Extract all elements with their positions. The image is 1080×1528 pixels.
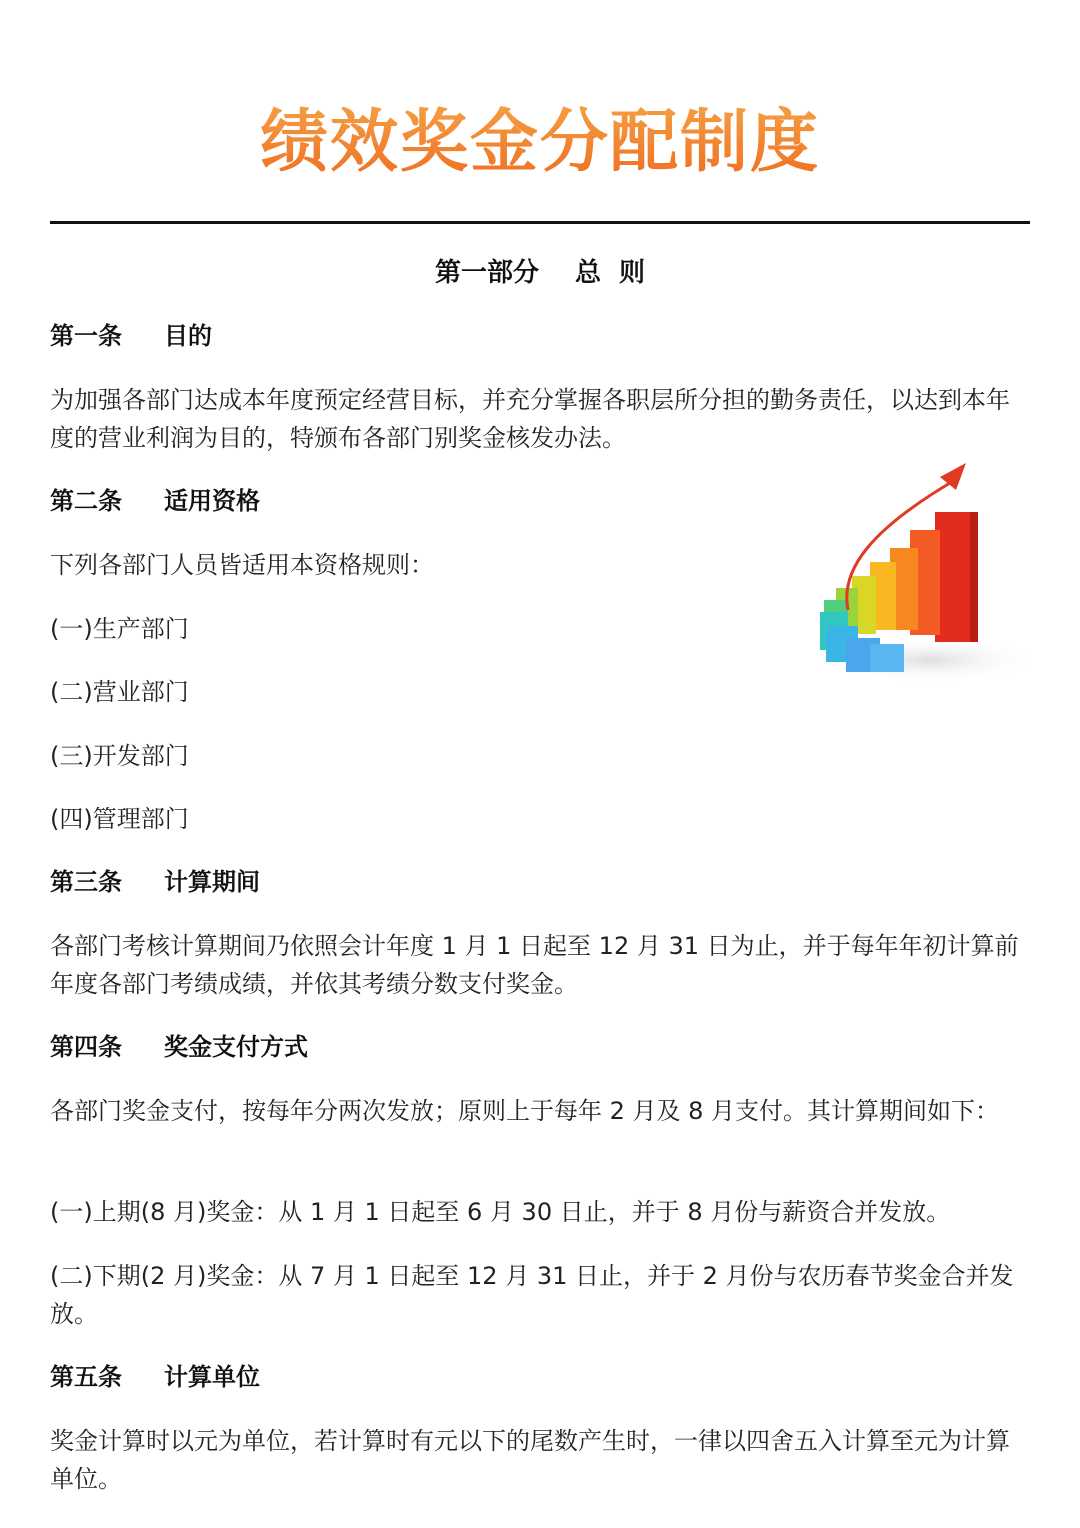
article-label: 第五条: [50, 1363, 122, 1391]
article-4-heading: [50, 1028, 1030, 1066]
article-1-body: 为加强各部门达成本年度预定经营目标，并充分掌握各职层所分担的勤务责任，以达到本年度的营业利润为目的，特颁布各部门别奖金核发办法。: [50, 386, 1010, 452]
article-title: 适用资格: [164, 487, 260, 515]
part-label: 第一部分: [434, 258, 539, 288]
growth-chart-illustration: [770, 460, 1040, 690]
article-label: 第四条: [50, 1033, 122, 1061]
list-item: (二)下期(2 月)奖金：从 7 月 1 日起至 12 月 31 日止，并于 2 月份与农历春节奖金合并发放。: [50, 1262, 1014, 1328]
part-name: 总 则: [574, 258, 646, 288]
article-5-heading: [50, 1358, 1030, 1396]
article-title: 计算期间: [164, 868, 260, 896]
part-heading: [0, 252, 1080, 289]
article-label: 第一条: [50, 322, 122, 350]
list-item: (二)营业部门: [50, 678, 189, 706]
title-divider: [50, 221, 1030, 224]
article-title: 目的: [164, 322, 212, 350]
article-3-body: 各部门考核计算期间乃依照会计年度 1 月 1 日起至 12 月 31 日为止，并于每年年初计算前年度各部门考绩成绩，并依其考绩分数支付奖金。: [50, 932, 1019, 998]
article-2-intro: 下列各部门人员皆适用本资格规则：: [50, 551, 434, 579]
list-item: (四)管理部门: [50, 805, 189, 833]
document-title: 绩效奖金分配制度: [0, 88, 1080, 185]
article-1-heading: [50, 317, 1030, 355]
article-5-body: 奖金计算时以元为单位，若计算时有元以下的尾数产生时，一律以四舍五入计算至元为计算单位。: [50, 1427, 1010, 1493]
article-label: 第二条: [50, 487, 122, 515]
article-title: 奖金支付方式: [164, 1033, 308, 1061]
list-item: (一)上期(8 月)奖金：从 1 月 1 日起至 6 月 30 日止，并于 8 月份与薪资合并发放。: [50, 1198, 951, 1226]
list-item: (三)开发部门: [50, 742, 189, 770]
list-item: (一)生产部门: [50, 615, 189, 643]
article-3-heading: [50, 863, 1030, 901]
article-label: 第三条: [50, 868, 122, 896]
article-4-body: 各部门奖金支付，按每年分两次发放；原则上于每年 2 月及 8 月支付。其计算期间如下：: [50, 1097, 1000, 1125]
article-title: 计算单位: [164, 1363, 260, 1391]
